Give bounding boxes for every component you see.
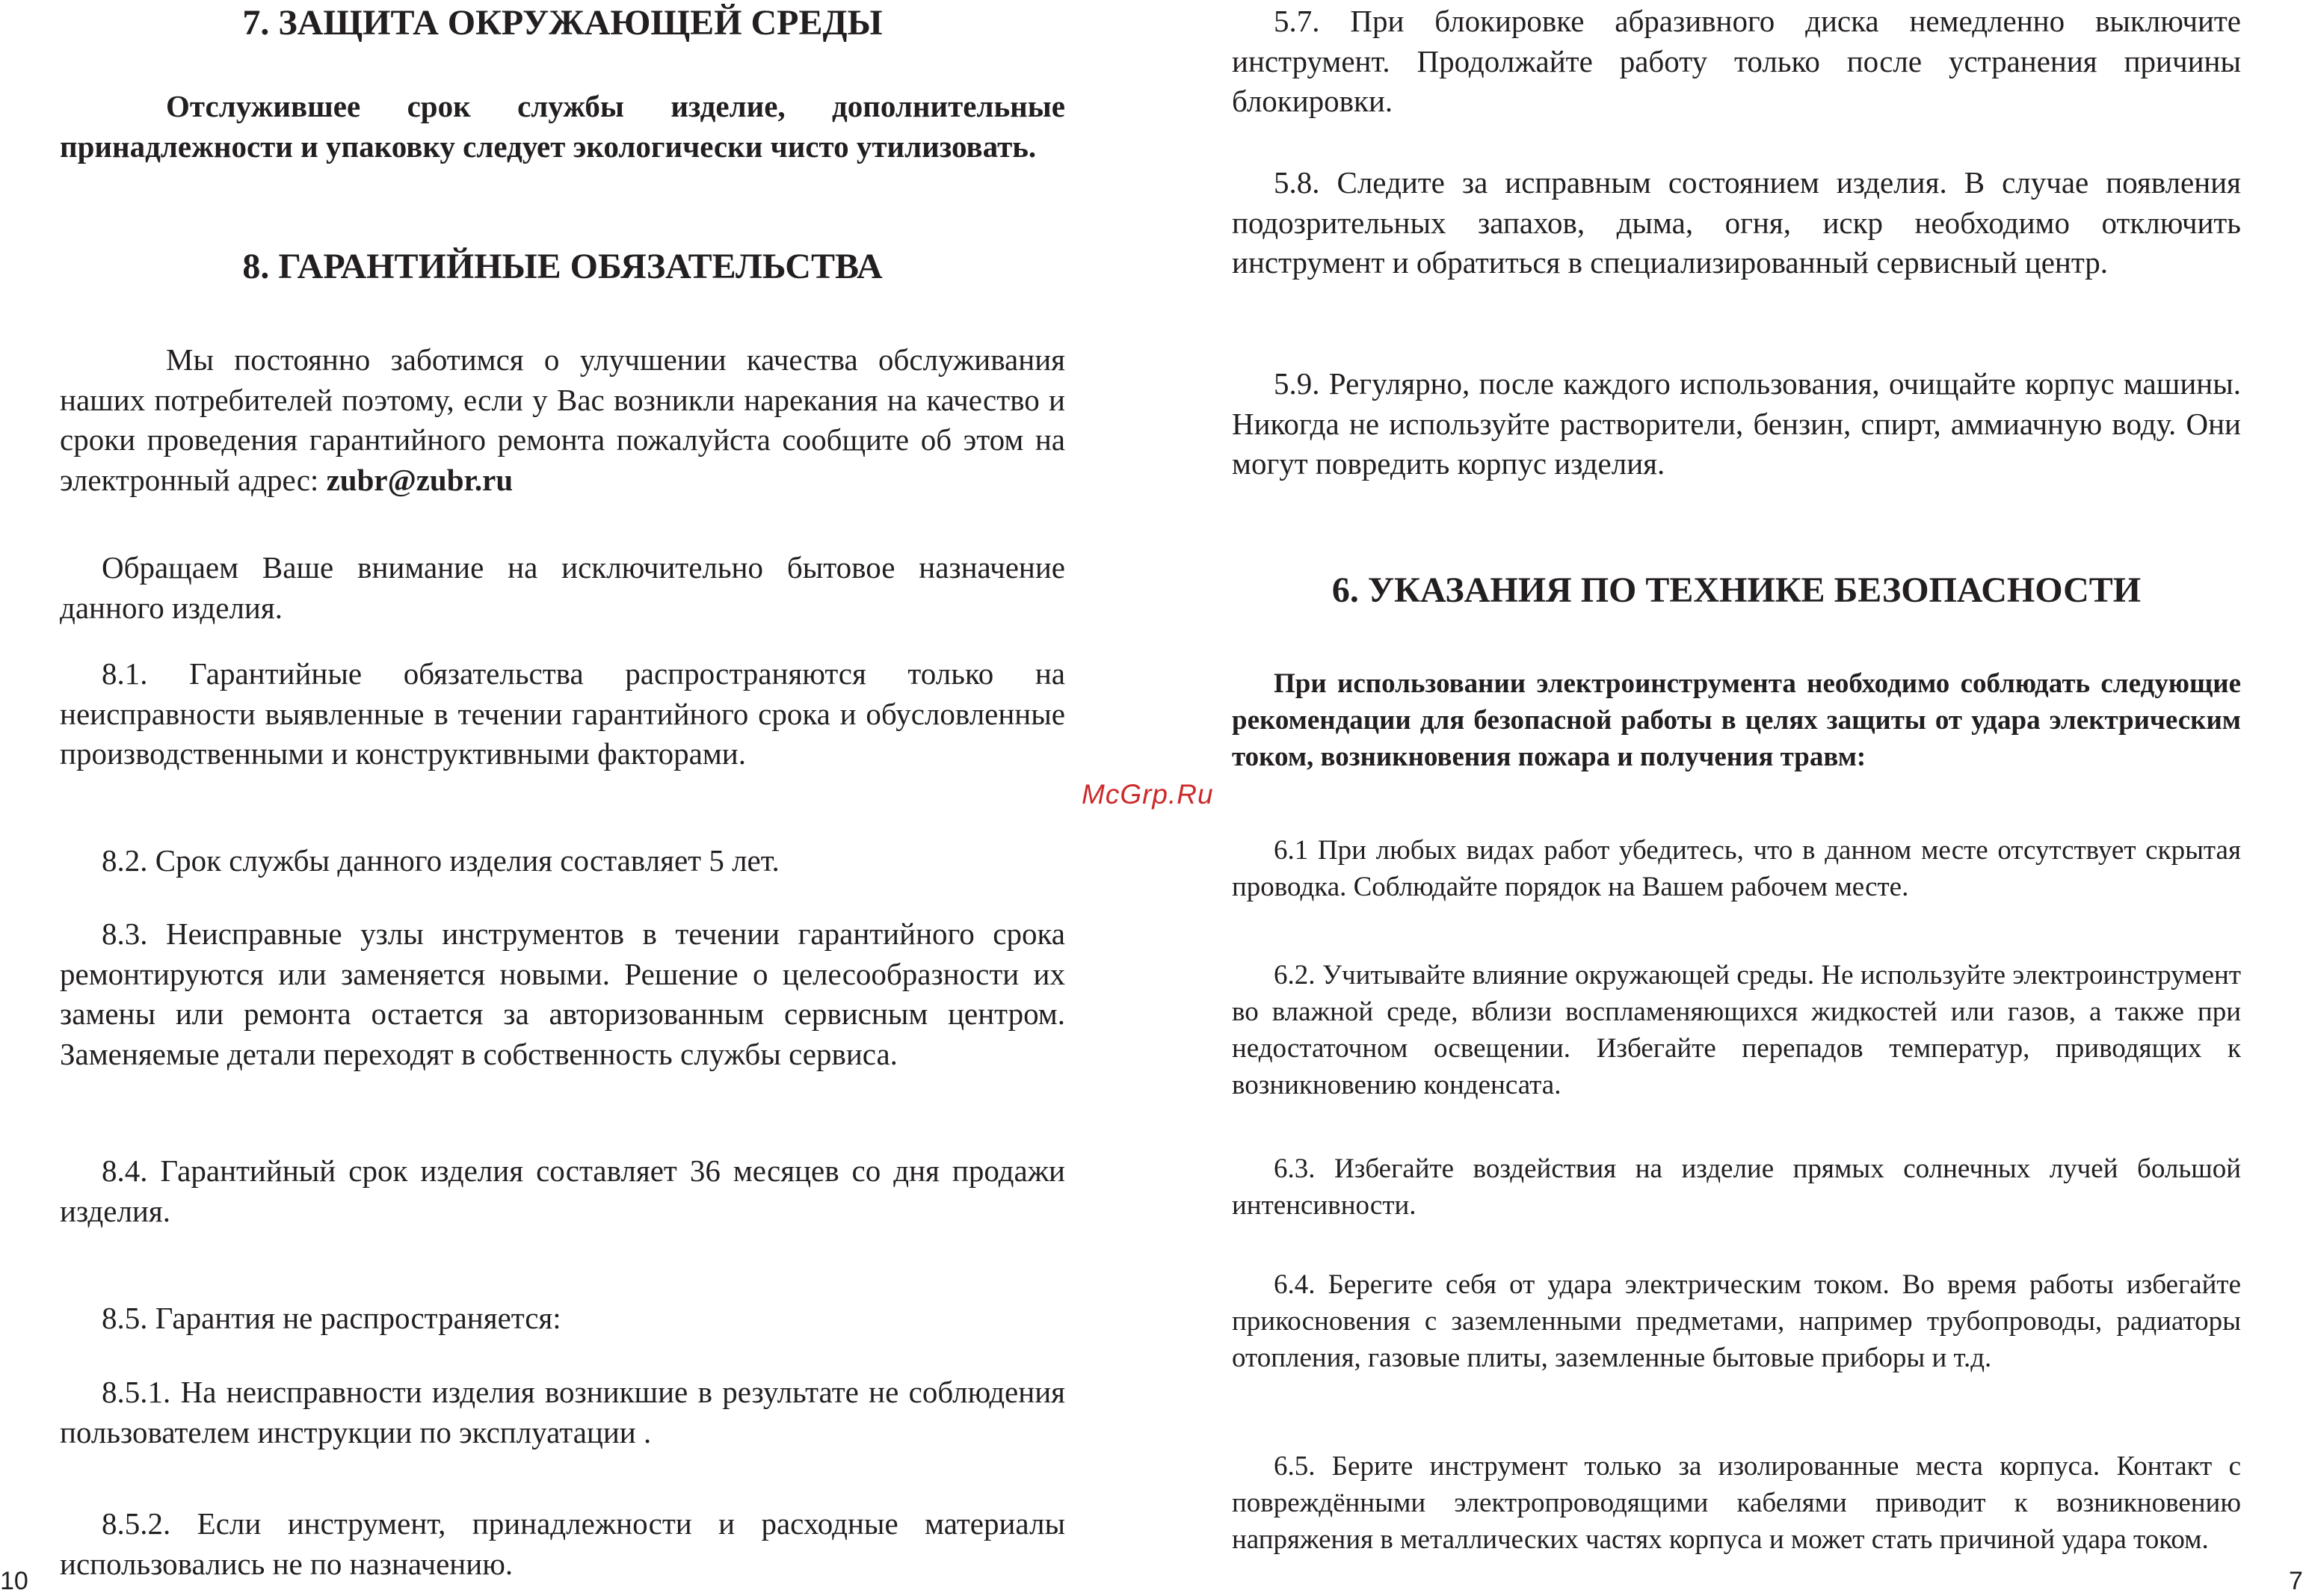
clause-5-7: 5.7. При блокировке абразивного диска немедленно выключите инструмент. Продолжайте работу только после устранения причины блокировки. xyxy=(1232,4,2241,118)
section-7-title: 7. ЗАЩИТА ОКРУЖАЮЩЕЙ СРЕДЫ xyxy=(242,3,883,43)
clause-6-2: 6.2. Учитывайте влияние окружающей среды. Не используйте электроинструмент во влажной среде, вблизи воспламеняющихся жидкостей или газов, а также при недостаточном освещении. Избегайте перепадов температур, приводящих к возникновению конденсата. xyxy=(1232,960,2241,1100)
clause-8-5-2: 8.5.2. Если инструмент, принадлежности и расходные материалы использовались не по назначению. xyxy=(60,1506,1065,1581)
clause-8-1: 8.1. Гарантийные обязательства распространяются только на неисправности выявленные в течении гарантийного срока и обусловленные производственными и конструктивными факторами. xyxy=(60,656,1065,771)
clause-6-1: 6.1 При любых видах работ убедитесь, что в данном месте отсутствует скрытая проводка. Соблюдайте порядок на Вашем рабочем месте. xyxy=(1232,835,2241,902)
clause-8-2: 8.2. Срок службы данного изделия составляет 5 лет. xyxy=(102,843,780,878)
warranty-intro xyxy=(60,340,1065,500)
section-7-text: Отслужившее срок службы изделие, дополнительные принадлежности и упаковку следует экологически чисто утилизовать. xyxy=(60,89,1065,164)
clause-5-9: 5.9. Регулярно, после каждого использования, очищайте корпус машины. Никогда не используйте растворители, бензин, спирт, аммиачную воду. Они могут повредить корпус изделия. xyxy=(1232,366,2241,481)
section-8-title: 8. ГАРАНТИЙНЫЕ ОБЯЗАТЕЛЬСТВА xyxy=(242,247,883,286)
section-6-title: 6. УКАЗАНИЯ ПО ТЕХНИКЕ БЕЗОПАСНОСТИ xyxy=(1331,570,2142,610)
clause-8-4: 8.4. Гарантийный срок изделия составляет 36 месяцев со дня продажи изделия. xyxy=(60,1153,1065,1228)
right-page-number: 7 xyxy=(2289,1567,2303,1595)
clause-6-4: 6.4. Берегите себя от удара электрическим током. Во время работы избегайте прикосновения с заземленными предметами, например трубопроводы, радиаторы отопления, газовые плиты, заземленные бытовые приборы и т.д. xyxy=(1232,1269,2241,1373)
clause-6-5: 6.5. Берите инструмент только за изолированные места корпуса. Контакт с повреждёнными электропроводящими кабелями приводит к возникновению напряжения в металлических частях корпуса и может стать причиной удара током. xyxy=(1232,1451,2241,1555)
warranty-intro-text: Мы постоянно заботимся о улучшении качества обслуживания наших потребителей поэтому, если у Вас возникли нарекания на качество и сроки проведения гарантийного ремонта пожалуйста сообщите об этом на электронный адрес: xyxy=(60,342,1065,497)
usage-notice: Обращаем Ваше внимание на исключительно бытовое назначение данного изделия. xyxy=(60,550,1065,625)
clause-8-5: 8.5. Гарантия не распространяется: xyxy=(102,1301,561,1335)
clause-6-3: 6.3. Избегайте воздействия на изделие прямых солнечных лучей большой интенсивности. xyxy=(1232,1153,2241,1221)
support-email-link[interactable]: zubr@zubr.ru xyxy=(326,462,514,497)
clause-8-3: 8.3. Неисправные узлы инструментов в течении гарантийного срока ремонтируются или заменяется новыми. Решение о целесообразности их замены или ремонта остается за авторизованным сервисным центром. Заменяемые детали переходят в собственность службы сервиса. xyxy=(60,916,1065,1071)
clause-8-5-1: 8.5.1. На неисправности изделия возникшие в результате не соблюдения пользователем инструкции по эксплуатации . xyxy=(60,1375,1065,1449)
left-page-number: 10 xyxy=(0,1567,28,1595)
watermark: McGrp.Ru xyxy=(1082,779,1214,810)
clause-5-8: 5.8. Следите за исправным состоянием изделия. В случае появления подозрительных запахов, дыма, огня, искр необходимо отключить инструмент и обратиться в специализированный сервисный центр. xyxy=(1232,165,2241,280)
section-6-intro: При использовании электроинструмента необходимо соблюдать следующие рекомендации для безопасной работы в целях защиты от удара электрическим током, возникновения пожара и получения травм: xyxy=(1232,668,2241,772)
